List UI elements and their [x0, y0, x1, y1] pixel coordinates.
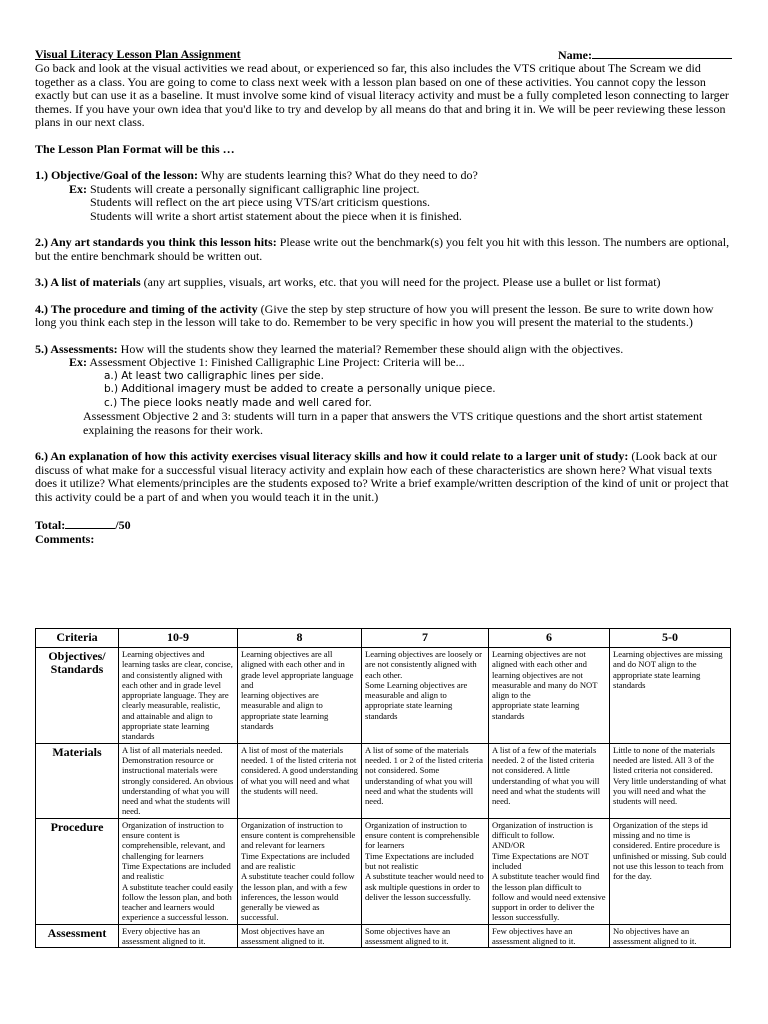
cell-text: Learning objectives are missing and do NOT align to the appropriate state learning standards [613, 649, 723, 690]
table-cell [238, 648, 362, 744]
cell-text: No objectives have an assessment aligned to it. [613, 925, 697, 947]
cell-text: A substitute teacher could follow the lesson plan, and with a few inferences, the lesson would generally be viewed as successful. [241, 871, 355, 923]
criteria-list [35, 370, 732, 411]
table-row [36, 648, 731, 744]
cell-text: Learning objectives are loosely or are not consistently aligned with each other. [365, 649, 482, 680]
cell-text: Learning objectives are not aligned with each other and learning objectives are not measurable and many do NOT align to the [492, 649, 598, 701]
table-cell [610, 743, 731, 818]
cell-text: Time Expectations are included and are realistic [241, 850, 350, 871]
table-cell [119, 924, 238, 948]
cell-text: A substitute teacher could easily follow the lesson plan, and both teacher and learners would experience a successful lesson. [122, 881, 234, 923]
cell-text: A list of most of the materials needed. 1 of the listed criteria not considered. A good understanding of what you will need and what the students will need. [241, 744, 358, 796]
section-text: (Give the step by step structure of how you will present the lesson. Be sure to write down how long you think each step in the lesson will take to do. Remember to be very specific in how you will present the material to the students.) [35, 301, 714, 329]
table-cell [119, 743, 238, 818]
column-header: 10-9 [119, 629, 238, 648]
list-item: a.) At least two calligraphic lines per side. [104, 369, 324, 382]
cell-text: A substitute teacher would need to ask multiple questions in order to deliver the lesson successfully. [365, 871, 484, 902]
section-heading: 1.) Objective/Goal of the lesson: [35, 168, 198, 182]
cell-text: appropriate state learning standards [492, 700, 580, 721]
table-cell [238, 924, 362, 948]
column-header: 8 [238, 629, 362, 648]
table-cell [362, 924, 489, 948]
example-line: Students will create a personally significant calligraphic line project. [90, 181, 420, 196]
name-label: Name: [558, 48, 592, 62]
column-header: 7 [362, 629, 489, 648]
table-cell [362, 818, 489, 924]
section-text: (any art supplies, visuals, art works, etc. that you will need for the project. Please use a bullet or list format) [140, 275, 661, 289]
section-objective [35, 169, 732, 223]
lesson-plan-document [35, 47, 732, 546]
cell-text: Organization of instruction to ensure content is comprehensible and relevant for learners [241, 819, 356, 851]
column-header: Criteria [36, 629, 119, 648]
section-heading: 6.) An explanation of how this activity exercises visual literacy skills and how it could relate to a larger unit of study: [35, 449, 629, 463]
table-cell [119, 648, 238, 744]
cell-text: Organization of instruction to ensure content is comprehensible for learners [365, 819, 480, 851]
cell-text: Some Learning objectives are measurable and align to appropriate state learning standards [365, 679, 468, 721]
criteria-cell: Objectives/ Standards [36, 648, 119, 744]
intro-paragraph: Go back and look at the visual activities we read about, or experienced so far, this also includes the VTS critique about The Scream we did together as a class. You are going to come to class next week with a lesson plan based on one of these activities. You cannot copy the lesson exactly but can use it as a baseline. It must involve some kind of visual literacy activity and must be a fully completed leson connecting to larger themes. If you have your own idea that you'd like to try and develop by all means do that and bring it in. We will be peer reviewing these lesson plans in our next class. [35, 61, 729, 129]
table-cell [238, 818, 362, 924]
cell-text: Few objectives have an assessment aligned to it. [492, 925, 576, 947]
section-standards [35, 236, 732, 263]
section-materials [35, 276, 732, 290]
cell-text: Learning objectives are all aligned with each other and in grade level appropriate language and [241, 649, 354, 690]
cell-text: Most objectives have an assessment aligned to it. [241, 925, 325, 947]
criteria-cell: Procedure [36, 818, 119, 924]
section-text: Why are students learning this? What do they need to do? [197, 168, 478, 182]
section-explanation [35, 450, 732, 504]
table-cell [489, 818, 610, 924]
cell-text: A list of some of the materials needed. 1 or 2 of the listed criteria not considered. Some understanding of what you will need and what the students will need. [365, 744, 483, 807]
cell-text: Organization of the steps id missing and no time is considered. Entire procedure is unfinished or missing. Sub could not use this lesson to teach from for the day. [613, 819, 727, 882]
rubric-table [35, 628, 731, 948]
section-heading: 3.) A list of materials [35, 275, 141, 289]
example-label: Ex: [69, 355, 87, 369]
cell-text: Some objectives have an assessment aligned to it. [365, 925, 451, 947]
document-header [35, 47, 732, 62]
assessment-objective-2: Assessment Objective 2 and 3: students will turn in a paper that answers the VTS critique questions and the short artist statement explaining the reasons for their work. [83, 409, 703, 437]
cell-text: A list of a few of the materials needed. 2 of the listed criteria not considered. A little understanding of what you will need and what the students will need. [492, 744, 601, 807]
section-text: (Look back at our discuss of what make for a successful visual literacy activity and explain how each of these characteristics are shown here? What visual texts does it utilize? What elements/principles are the students exposed to? Write a brief example/written description of the kind of unit or project that this activity could be a part of and when you would teach it in the unit.) [35, 449, 729, 504]
total-suffix: /50 [115, 518, 131, 532]
cell-text: learning objectives are measurable and align to appropriate state learning standards [241, 690, 329, 732]
table-cell [119, 818, 238, 924]
table-row [36, 924, 731, 948]
table-cell [362, 648, 489, 744]
cell-text: A list of all materials needed. Demonstration resource or instructional materials were strongly considered. An obvious understanding of what you will need and what the students will need. [122, 744, 234, 817]
table-row [36, 743, 731, 818]
column-header: 5-0 [610, 629, 731, 648]
section-assessments [35, 343, 732, 438]
table-cell [610, 924, 731, 948]
total-block [35, 517, 732, 546]
name-field [558, 47, 732, 63]
cell-text: Time Expectations are included but not realistic [365, 850, 474, 871]
table-cell [610, 648, 731, 744]
cell-text: Little to none of the materials needed are listed. All 3 of the listed criteria not considered. Very little understanding of what you will need and what the students will need. [613, 744, 727, 807]
table-cell [238, 743, 362, 818]
criteria-cell: Materials [36, 743, 119, 818]
table-row [36, 818, 731, 924]
example-line: Students will reflect on the art piece using VTS/art criticism questions. [90, 195, 431, 209]
table-cell [489, 743, 610, 818]
cell-text: Organization of instruction is difficult to follow. [492, 819, 593, 841]
comments-label: Comments: [35, 531, 95, 546]
section-procedure [35, 303, 732, 330]
document-title: Visual Literacy Lesson Plan Assignment [35, 47, 241, 61]
cell-text: AND/OR [492, 840, 525, 851]
rubric-header-row [36, 629, 731, 648]
table-cell [362, 743, 489, 818]
table-cell [610, 818, 731, 924]
total-label: Total: [35, 518, 66, 532]
cell-text: Time Expectations are included and realistic [122, 860, 231, 882]
example-label: Ex: [69, 181, 87, 196]
table-cell [489, 924, 610, 948]
table-cell [489, 648, 610, 744]
list-item: b.) Additional imagery must be added to create a personally unique piece. [104, 383, 496, 395]
section-heading: 5.) Assessments: [35, 341, 118, 356]
column-header: 6 [489, 629, 610, 648]
example-text: Assessment Objective 1: Finished Calligraphic Line Project: Criteria will be... [87, 355, 465, 369]
section-heading: 2.) Any art standards you think this lesson hits: [35, 235, 277, 249]
cell-text: A substitute teacher would find the lesson plan difficult to follow and would need extensive support in order to deliver the lesson successfully. [492, 871, 606, 923]
list-item: c.) The piece looks neatly made and well cared for. [104, 396, 372, 409]
cell-text: Learning objectives and learning tasks are clear, concise, and consistently aligned with each other and in grade level appropriate language. They are clearly measurable, realistic, and attainable and align to appropriate state learning standards [122, 649, 233, 742]
cell-text: Every objective has an assessment aligned to it. [122, 925, 206, 947]
format-heading: The Lesson Plan Format will be this … [35, 141, 235, 156]
section-text: Please write out the benchmark(s) you felt you hit with this lesson. The numbers are optional, but the entire benchmark should be written out. [35, 235, 730, 263]
section-heading: 4.) The procedure and timing of the activity [35, 301, 258, 316]
name-blank-line [592, 47, 732, 59]
cell-text: Time Expectations are NOT included [492, 850, 589, 871]
example-line: Students will write a short artist statement about the piece when it is finished. [90, 208, 462, 223]
cell-text: Organization of instruction to ensure content is comprehensible, relevant, and challenging for learners [122, 819, 226, 861]
total-blank-line [65, 517, 115, 529]
criteria-cell: Assessment [36, 924, 119, 948]
section-text: How will the students show they learned the material? Remember these should align with the objectives. [117, 341, 624, 356]
